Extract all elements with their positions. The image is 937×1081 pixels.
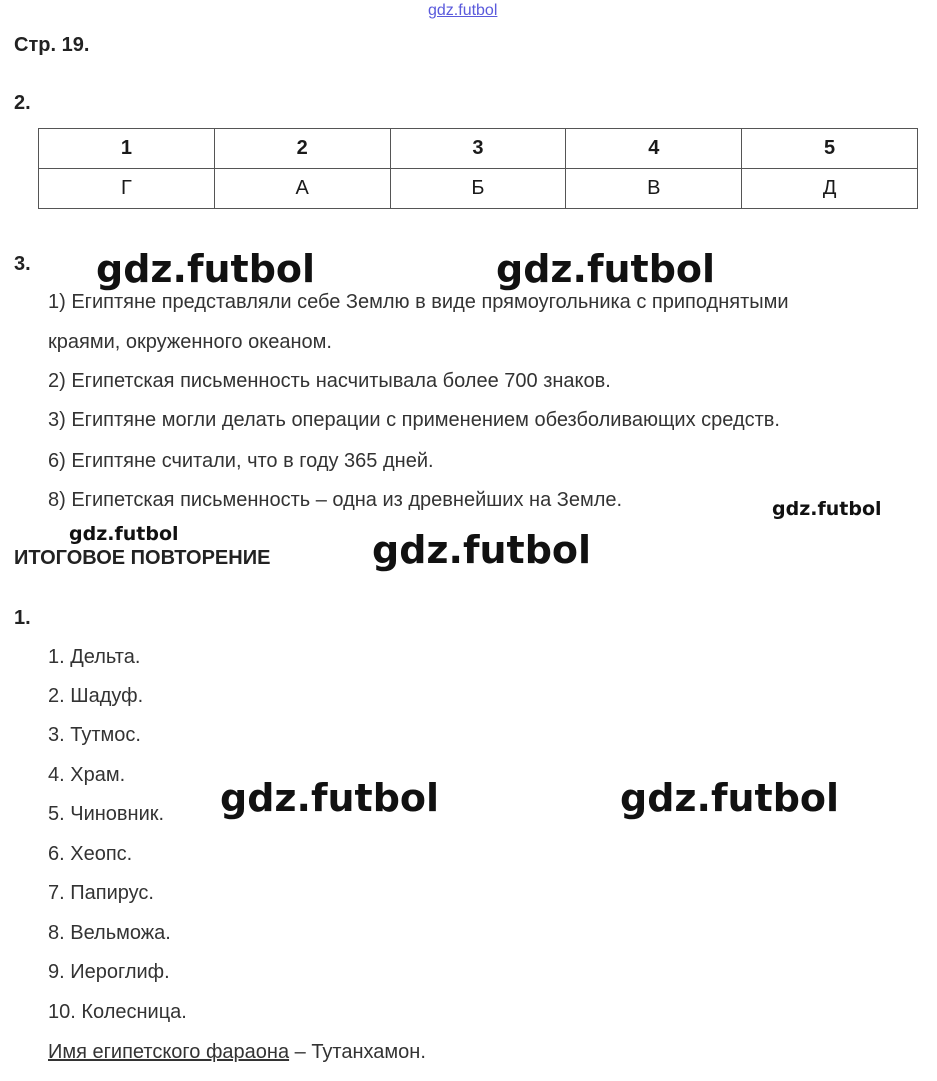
list-item: 2. Шадуф. xyxy=(48,685,144,707)
table-row xyxy=(39,169,918,209)
pharaoh-line xyxy=(48,1041,426,1064)
pharaoh-answer: – Тутанхамон. xyxy=(289,1041,426,1063)
section-title: ИТОГОВОЕ ПОВТОРЕНИЕ xyxy=(14,547,271,569)
list-item: 8. Вельможа. xyxy=(48,922,171,944)
task-3-line: 6) Египтяне считали, что в году 365 дней. xyxy=(48,450,434,472)
task-2-number: 2. xyxy=(14,92,31,114)
watermark: gdz.futbol xyxy=(96,247,316,291)
watermark: gdz.futbol xyxy=(620,776,840,820)
task-3-number: 3. xyxy=(14,253,31,275)
list-item: 5. Чиновник. xyxy=(48,803,165,825)
table-header-cell: 2 xyxy=(214,129,390,169)
table-header-cell: 4 xyxy=(566,129,742,169)
list-item: 6. Хеопс. xyxy=(48,843,133,865)
table-header-row xyxy=(39,129,918,169)
table-header-cell: 3 xyxy=(390,129,566,169)
list-item: 4. Храм. xyxy=(48,764,126,786)
table-cell: Д xyxy=(742,169,918,209)
list-item: 3. Тутмос. xyxy=(48,724,141,746)
table-header-cell: 1 xyxy=(39,129,215,169)
table-header-cell: 5 xyxy=(742,129,918,169)
table-cell: Б xyxy=(390,169,566,209)
task-1-number: 1. xyxy=(14,607,31,629)
answer-table xyxy=(38,128,918,209)
watermark: gdz.futbol xyxy=(220,776,440,820)
watermark: gdz.futbol xyxy=(69,523,179,545)
list-item: 1. Дельта. xyxy=(48,646,141,668)
page-label: Стр. 19. xyxy=(14,34,90,56)
task-3-line: 8) Египетская письменность – одна из древнейших на Земле. xyxy=(48,489,623,511)
task-3-line: 2) Египетская письменность насчитывала более 700 знаков. xyxy=(48,370,611,392)
watermark: gdz.futbol xyxy=(496,247,716,291)
table-cell: А xyxy=(214,169,390,209)
pharaoh-label: Имя египетского фараона xyxy=(48,1041,290,1063)
watermark: gdz.futbol xyxy=(372,528,592,572)
watermark: gdz.futbol xyxy=(772,498,882,520)
task-3-line: 1) Египтяне представляли себе Землю в виде прямоугольника с приподнятыми xyxy=(48,291,789,313)
list-item: 7. Папирус. xyxy=(48,882,154,904)
table-cell: В xyxy=(566,169,742,209)
task-3-line: краями, окруженного океаном. xyxy=(48,331,332,353)
table-cell: Г xyxy=(39,169,215,209)
list-item: 9. Иероглиф. xyxy=(48,961,170,983)
list-item: 10. Колесница. xyxy=(48,1001,187,1023)
top-site-link[interactable]: gdz.futbol xyxy=(428,2,498,19)
task-3-line: 3) Египтяне могли делать операции с применением обезболивающих средств. xyxy=(48,409,780,431)
